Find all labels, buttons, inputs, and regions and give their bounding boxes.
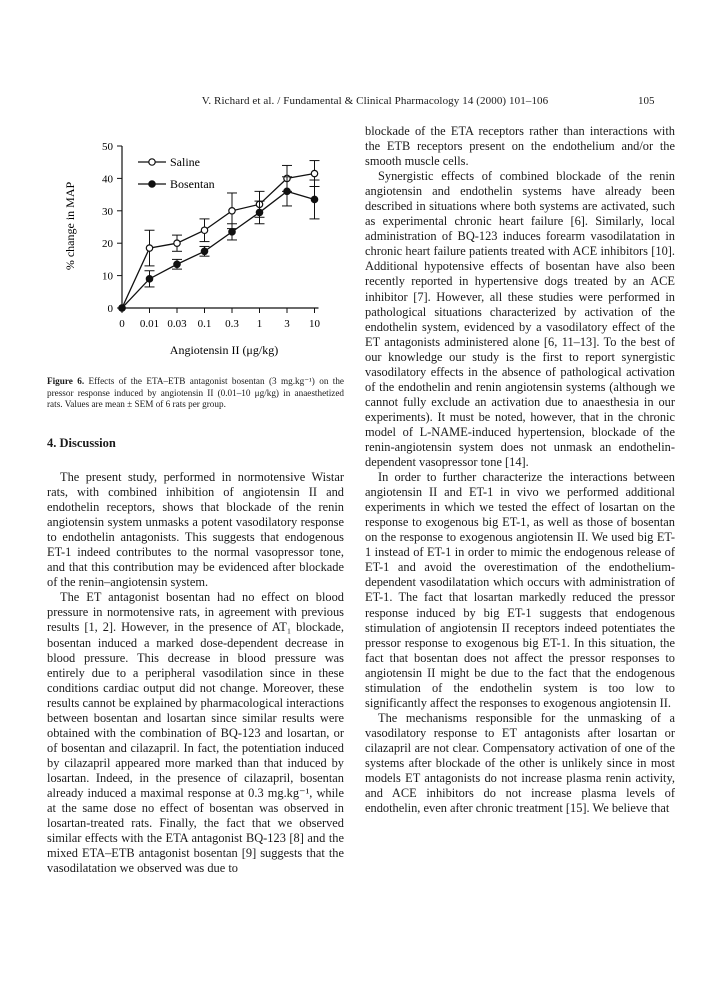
y-axis-label: % change in MAP [63, 181, 77, 271]
paragraph: In order to further characterize the interactions between angiotensin II and ET-1 in vivo we performed additional experiments in which we tested the effect of losartan on the response to exogenous big ET-1, as well as those of bosentan on the response to exogenous angiotensin II. We used big ET-1 instead of ET-1 in order to mimic the endogenous release of ET-1 and avoid the overestimation of the endothelium-dependent vasodilatation which occurs with administration of ET-1. The fact that losartan markedly reduced the pressor response induced by big ET-1 suggests that endogenous stimulation of angiotensin II receptors indeed potentiates the pressor response to exogenous big ET-1. In this situation, the fact that bosentan does not affect the pressor responses to angiotensin II might be due to the fact that the endogenous stimulation of the endothelin system is too low to significantly affect the responses to exogenous angiotensin II. [365, 470, 675, 710]
y-axis-ticks [102, 141, 122, 315]
running-head: V. Richard et al. / Fundamental & Clinical Pharmacology 14 (2000) 101–106 [201, 95, 549, 107]
legend-marker [149, 159, 155, 165]
x-tick-label: 10 [309, 318, 320, 330]
right-column [365, 124, 675, 816]
data-point [119, 305, 125, 311]
data-point [201, 248, 207, 254]
figure-caption-text: Effects of the ETA–ETB antagonist bosentan (3 mg.kg⁻¹) on the pressor response induced by angiotensin II (0.01–10 μg/kg) in anaesthetized rats. Values are mean ± SEM of 6 rats per group. [47, 376, 345, 409]
data-point [146, 245, 152, 251]
paragraph: The ET antagonist bosentan had no effect on blood pressure in normotensive rats, in agreement with previous results [1, 2]. However, in the presence of AT₁ blockade, bosentan induced a marked dose-dependent decrease in blood pressure. This decrease in blood pressure was entirely due to a peripheral vasodilation since in these conditions cardiac output did not change. Moreover, these results cannot be explained by pharmacological interactions between bosentan and losartan since similar results were obtained with the combination of BQ-123 and losartan, or of bosentan and cilazapril. In fact, the potentiation induced by cilazapril appeared more marked than that induced by losartan. Indeed, in the presence of cilazapril, bosentan already induced a maximal response at 0.3 mg.kg⁻¹, while at the same dose no effect of bosentan was observed in losartan-treated rats. Finally, the fact that we observed similar effects with the ETA antagonist BQ-123 [8] and the mixed ETA–ETB antagonist bosentan [9] suggests that the vasodilatation we observed was due to [47, 590, 344, 876]
data-point [174, 240, 180, 246]
y-tick-label: 50 [102, 141, 113, 153]
x-tick-label: 3 [284, 318, 290, 330]
data-point [311, 196, 317, 202]
data-point [229, 229, 235, 235]
legend-label: Bosentan [170, 177, 215, 191]
x-axis-ticks [119, 308, 320, 330]
x-axis-label: Angiotensin II (μg/kg) [169, 343, 279, 357]
section-heading: 4. Discussion [47, 436, 116, 450]
x-tick-label: 0.3 [225, 318, 239, 330]
figure-6-chart [50, 126, 340, 362]
y-tick-label: 20 [102, 238, 113, 251]
data-point [146, 276, 152, 282]
data-point [229, 208, 235, 214]
left-column [47, 470, 344, 876]
chart-axes [122, 146, 319, 308]
y-tick-label: 30 [102, 205, 113, 218]
page-number: 105 [638, 95, 655, 107]
series-bosentan [119, 177, 320, 311]
paragraph: Synergistic effects of combined blockade of the renin angiotensin and endothelin systems have already been described in situations where both systems are activated, such as experimental chronic heart failure [6]. Similarly, local administration of BQ-123 induces forearm vasodilatation in chronic heart failure patients treated with ACE inhibitors [10]. Additional hypotensive effects of bosentan have also been recently reported in hypertensive dogs treated by an ACE inhibitor [7]. However, all these studies were performed in pathological situations characterized by activation of the endothelin system, evidenced by a vasodilatory effect of the ET antagonists administered alone [6, 11–13]. To the best of our knowledge our study is the first to report synergistic vasodilatory effects in the absence of pathological activation of the endothelin and renin angiotensin systems (although we cannot fully exclude an activation due to anaesthesia in our experiments). It must be noted, however, that in the chronic model of L-NAME-induced hypertension, blockade of the renin-angiotensin system does not unmask an endothelin-dependent vasopressor tone [14]. [365, 169, 675, 470]
figure-caption [47, 376, 344, 411]
data-point [174, 261, 180, 267]
x-tick-label: 1 [256, 318, 263, 330]
y-tick-label: 10 [102, 270, 113, 283]
data-point [201, 227, 207, 233]
x-tick-label: 0 [119, 318, 125, 330]
paragraph: The mechanisms responsible for the unmasking of a vasodilatory response to ET antagonists after losartan or cilazapril are not clear. Compensatory activation of one of the systems after blockade of the other is unlikely since in most models ET antagonists do not increase plasma renin activity, and ACE inhibitors do not increase plasma levels of endothelin, even after chronic treatment [15]. We believe that [365, 710, 675, 816]
y-tick-label: 0 [107, 303, 113, 315]
x-tick-label: 0.1 [197, 318, 212, 330]
legend-marker [149, 181, 155, 187]
paragraph: The present study, performed in normotensive Wistar rats, with combined inhibition of angiotensin II and endothelin receptors, shows that blockade of the renin angiotensin system unmasks a potent vasodilatory response to endothelin antagonists. This suggests that endogenous ET-1 indeed contributes to the normal vasopressor tone, and that this contribution may be evidenced after blockade of the renin–angiotensin system. [47, 470, 344, 590]
x-tick-label: 0.01 [139, 318, 160, 330]
data-point [256, 209, 262, 215]
paragraph: blockade of the ETA receptors rather than interactions with the ETB receptors present on the endothelium and/or the smooth muscle cells. [365, 124, 675, 169]
figure-caption-label: Figure 6. [47, 376, 85, 386]
x-tick-label: 0.03 [167, 318, 187, 330]
data-point [284, 188, 290, 194]
y-tick-label: 40 [102, 173, 113, 186]
chart-legend [138, 155, 215, 191]
data-point [311, 170, 317, 176]
legend-label: Saline [170, 155, 200, 169]
